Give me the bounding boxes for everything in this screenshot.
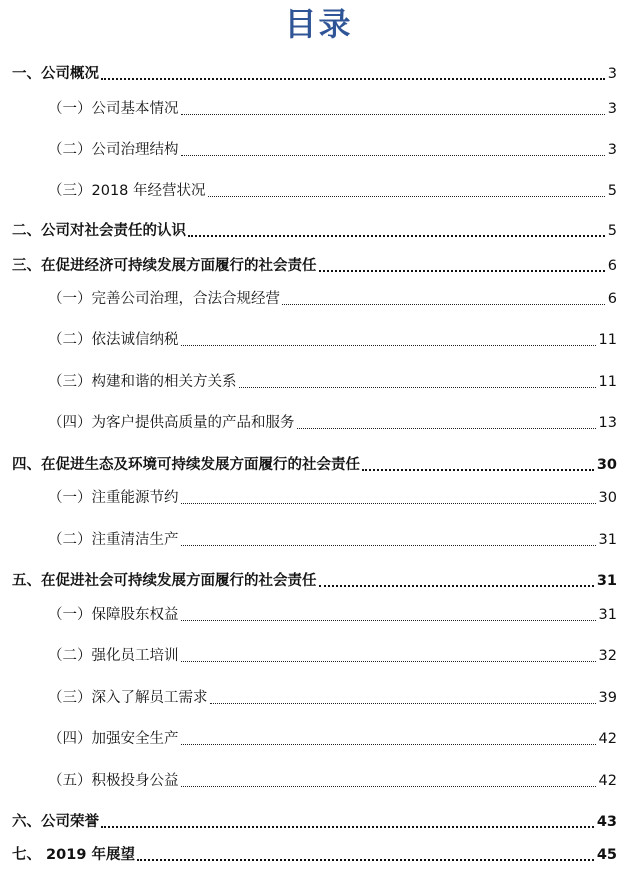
toc-entry-label: （二）依法诚信纳税 xyxy=(48,332,179,348)
toc-page-number: 13 xyxy=(598,415,617,431)
toc-entry-3-3[interactable] xyxy=(48,371,617,393)
toc-page-number: 43 xyxy=(596,814,617,830)
toc-entry-1-1[interactable] xyxy=(48,98,617,120)
toc-entry-label: 三、在促进经济可持续发展方面履行的社会责任 xyxy=(12,258,317,274)
dot-leader xyxy=(181,155,605,156)
toc-page-number: 39 xyxy=(598,690,617,706)
toc-page-number: 5 xyxy=(607,223,617,239)
toc-page-number: 3 xyxy=(607,66,617,82)
toc-page-number: 5 xyxy=(607,183,617,199)
toc-entry-label: （一）注重能源节约 xyxy=(48,490,179,506)
toc-entry-5-4[interactable] xyxy=(48,728,617,750)
toc-entry-label: 七、 2019 年展望 xyxy=(12,847,135,863)
toc-entry-5-3[interactable] xyxy=(48,687,617,709)
toc-page-number: 30 xyxy=(598,490,617,506)
dot-leader xyxy=(181,345,596,346)
toc-page-number: 31 xyxy=(596,573,617,589)
toc-entry-3-1[interactable] xyxy=(48,288,617,310)
dot-leader xyxy=(181,503,596,504)
dot-leader xyxy=(362,469,594,471)
toc-page-number: 6 xyxy=(607,291,617,307)
toc-entry-3-4[interactable] xyxy=(48,412,617,434)
toc-entry-5-1[interactable] xyxy=(48,604,617,626)
toc-entry-label: （三）2018 年经营状况 xyxy=(48,183,206,199)
toc-entry-label: 一、公司概况 xyxy=(12,66,99,82)
toc-entry-label: （二）强化员工培训 xyxy=(48,648,179,664)
dot-leader xyxy=(181,661,596,662)
toc-entry-label: 五、在促进社会可持续发展方面履行的社会责任 xyxy=(12,573,317,589)
toc-entry-1-3[interactable] xyxy=(48,180,617,202)
dot-leader xyxy=(101,826,594,828)
toc-page-number: 11 xyxy=(598,374,617,390)
dot-leader xyxy=(101,78,605,80)
dot-leader xyxy=(181,744,596,745)
toc-entry-2[interactable] xyxy=(12,220,617,242)
dot-leader xyxy=(319,585,594,587)
dot-leader xyxy=(210,703,596,704)
dot-leader xyxy=(181,114,605,115)
toc-entry-3[interactable] xyxy=(12,255,617,277)
toc-page-number: 3 xyxy=(607,142,617,158)
toc-entry-label: （三）深入了解员工需求 xyxy=(48,690,208,706)
dot-leader xyxy=(137,859,594,861)
toc-page-number: 32 xyxy=(598,648,617,664)
toc-page-number: 42 xyxy=(598,731,617,747)
toc-page-number: 11 xyxy=(598,332,617,348)
toc-entry-1-2[interactable] xyxy=(48,139,617,161)
dot-leader xyxy=(181,620,596,621)
toc-entry-label: 六、公司荣誉 xyxy=(12,814,99,830)
dot-leader xyxy=(319,270,605,272)
toc-entry-label: （四）为客户提供高质量的产品和服务 xyxy=(48,415,295,431)
toc-page-number: 42 xyxy=(598,773,617,789)
toc-entry-4[interactable] xyxy=(12,454,617,476)
toc-entry-4-2[interactable] xyxy=(48,529,617,551)
dot-leader xyxy=(239,387,596,388)
toc-page-number: 31 xyxy=(598,607,617,623)
toc-entry-label: （五）积极投身公益 xyxy=(48,773,179,789)
toc-page-number: 30 xyxy=(596,457,617,473)
toc-page-number: 45 xyxy=(596,847,617,863)
toc-entry-5[interactable] xyxy=(12,570,617,592)
toc-entry-6[interactable] xyxy=(12,811,617,833)
dot-leader xyxy=(282,304,605,305)
toc-entry-3-2[interactable] xyxy=(48,329,617,351)
toc-entry-label: （二）公司治理结构 xyxy=(48,142,179,158)
toc-entry-label: （一）公司基本情况 xyxy=(48,101,179,117)
toc-entry-label: （四）加强安全生产 xyxy=(48,731,179,747)
toc-entry-label: （一）完善公司治理，合法合规经营 xyxy=(48,291,280,307)
toc-page-number: 6 xyxy=(607,258,617,274)
toc-page-number: 3 xyxy=(607,101,617,117)
dot-leader xyxy=(181,545,596,546)
toc-entry-1[interactable] xyxy=(12,63,617,85)
toc-entry-5-5[interactable] xyxy=(48,770,617,792)
toc-entry-4-1[interactable] xyxy=(48,487,617,509)
dot-leader xyxy=(297,428,596,429)
dot-leader xyxy=(188,235,605,237)
toc-entry-7[interactable] xyxy=(12,844,617,866)
toc-entry-label: 二、公司对社会责任的认识 xyxy=(12,223,186,239)
toc-entry-label: （一）保障股东权益 xyxy=(48,607,179,623)
dot-leader xyxy=(208,196,605,197)
toc-entry-5-2[interactable] xyxy=(48,645,617,667)
toc-page-number: 31 xyxy=(598,532,617,548)
page-title: 目录 xyxy=(284,5,353,43)
toc-entry-label: （三）构建和谐的相关方关系 xyxy=(48,374,237,390)
toc-entry-label: （二）注重清洁生产 xyxy=(48,532,179,548)
dot-leader xyxy=(181,786,596,787)
toc-entry-label: 四、在促进生态及环境可持续发展方面履行的社会责任 xyxy=(12,457,360,473)
